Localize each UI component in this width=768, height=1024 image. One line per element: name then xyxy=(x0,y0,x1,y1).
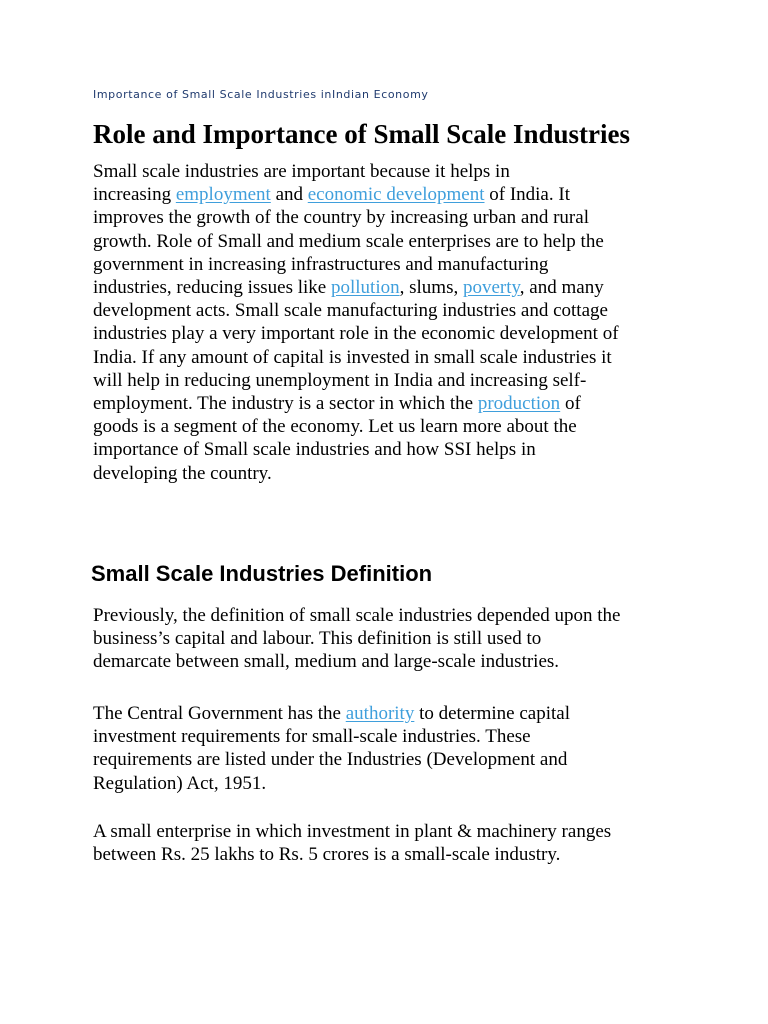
text-line: India. If any amount of capital is invested in small scale industries it xyxy=(93,346,612,368)
link-production[interactable]: production xyxy=(477,393,561,415)
definition-paragraph-2 xyxy=(93,702,570,795)
text-line: developing the country. xyxy=(93,462,272,484)
text-line: industries play a very important role in the economic development of xyxy=(93,323,619,345)
definition-paragraph-1 xyxy=(93,604,621,674)
intro-paragraph xyxy=(93,160,619,485)
text-line: business’s capital and labour. This definition is still used to xyxy=(93,628,542,650)
text-line: growth. Role of Small and medium scale enterprises are to help the xyxy=(93,230,604,252)
text-line: requirements are listed under the Industries (Development and xyxy=(93,749,568,771)
text-line: will help in reducing unemployment in India and increasing self- xyxy=(93,369,587,391)
page-title: Role and Importance of Small Scale Industries xyxy=(93,119,631,149)
text-line: improves the growth of the country by increasing urban and rural xyxy=(93,207,589,229)
text-line: employment. The industry is a sector in which the production of xyxy=(93,393,581,415)
link-economic-development[interactable]: economic development xyxy=(307,184,485,206)
definition-paragraph-3 xyxy=(93,820,611,866)
text-line: importance of Small scale industries and how SSI helps in xyxy=(93,439,536,461)
text-line: investment requirements for small-scale industries. These xyxy=(93,726,531,748)
text-line: industries, reducing issues like pollution, slums, poverty, and many xyxy=(93,277,604,299)
text-line: Regulation) Act, 1951. xyxy=(93,772,267,794)
link-poverty[interactable]: poverty xyxy=(462,277,520,299)
text-line: Previously, the definition of small scale industries depended upon the xyxy=(93,605,621,626)
text-line: increasing employment and economic development of India. It xyxy=(93,184,570,206)
link-pollution[interactable]: pollution xyxy=(331,277,400,299)
text-line: government in increasing infrastructures and manufacturing xyxy=(93,253,549,275)
text-line: goods is a segment of the economy. Let us learn more about the xyxy=(93,416,577,438)
text-line: The Central Government has the authority to determine capital xyxy=(93,703,570,724)
document-kicker: Importance of Small Scale Industries inIndian Economy xyxy=(93,88,429,101)
text-line: demarcate between small, medium and large-scale industries. xyxy=(93,651,560,673)
text-line: A small enterprise in which investment in plant & machinery ranges xyxy=(93,821,612,842)
section-heading-definition: Small Scale Industries Definition xyxy=(91,561,433,586)
text-line: between Rs. 25 lakhs to Rs. 5 crores is a small-scale industry. xyxy=(93,844,561,866)
link-employment[interactable]: employment xyxy=(175,184,271,206)
text-line: Small scale industries are important because it helps in xyxy=(93,161,510,182)
link-authority[interactable]: authority xyxy=(345,703,415,724)
text-line: development acts. Small scale manufacturing industries and cottage xyxy=(93,300,608,322)
